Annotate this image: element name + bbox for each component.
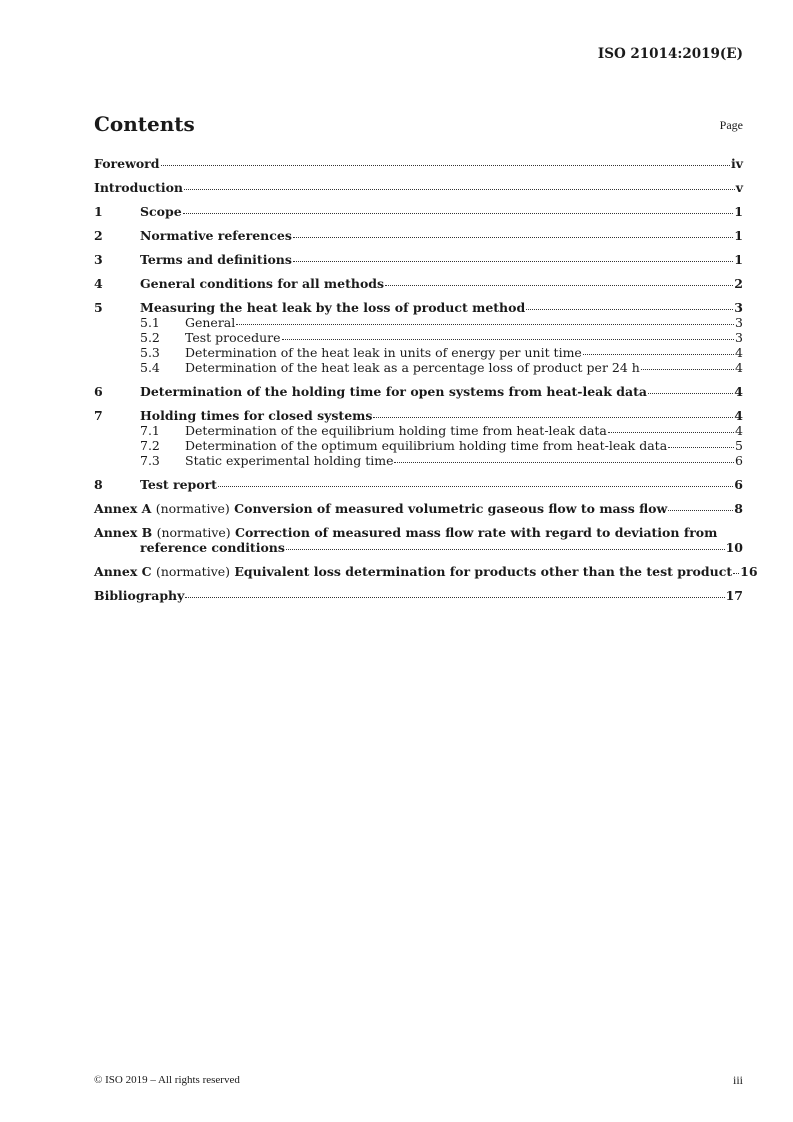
toc-number: 7.1 <box>140 423 160 438</box>
leader-dots <box>648 393 733 394</box>
toc-number: 5 <box>94 300 103 315</box>
toc-title <box>94 564 732 579</box>
toc-page: 1 <box>734 204 743 219</box>
annex-title: Conversion of measured volumetric gaseous flow to mass flow <box>234 501 668 516</box>
toc-title: Test procedure <box>185 330 281 345</box>
toc-entry-5-2[interactable] <box>94 330 743 345</box>
document-reference: ISO 21014:2019(E) <box>597 46 743 62</box>
toc-entry-clause-4[interactable] <box>94 276 743 291</box>
toc-page: 1 <box>734 252 743 267</box>
toc-page: 4 <box>735 423 743 438</box>
toc-entry-7-3[interactable] <box>94 453 743 468</box>
toc-page: 3 <box>735 330 743 345</box>
toc-entry-introduction[interactable] <box>94 180 743 195</box>
toc-page: 4 <box>735 345 743 360</box>
page-number: iii <box>732 1073 743 1087</box>
leader-dots <box>373 417 733 418</box>
toc-title: Terms and definitions <box>140 252 292 267</box>
table-of-contents <box>94 156 758 603</box>
annex-type: (normative) <box>155 501 230 516</box>
toc-title: Determination of the equilibrium holding time from heat-leak data <box>185 423 607 438</box>
toc-number: 2 <box>94 228 103 243</box>
toc-number: 7.2 <box>140 438 160 453</box>
toc-title: Scope <box>140 204 182 219</box>
leader-dots <box>183 213 734 214</box>
toc-title: Normative references <box>140 228 292 243</box>
toc-title: Measuring the heat leak by the loss of product method <box>140 300 526 315</box>
toc-number: 5.1 <box>140 315 160 330</box>
toc-entry-clause-7[interactable] <box>94 408 743 423</box>
toc-number: 4 <box>94 276 103 291</box>
toc-number: 5.4 <box>140 360 160 375</box>
toc-number: 3 <box>94 252 103 267</box>
toc-entry-7-1[interactable] <box>94 423 743 438</box>
annex-b-line-1 <box>94 525 743 540</box>
toc-entry-clause-2[interactable] <box>94 228 743 243</box>
leader-dots <box>218 486 733 487</box>
toc-page: 6 <box>735 453 743 468</box>
toc-entry-bibliography[interactable] <box>94 588 743 603</box>
toc-page: iv <box>730 156 743 171</box>
annex-title: Equivalent loss determination for products other than the test product <box>234 564 733 579</box>
toc-number: 5.3 <box>140 345 160 360</box>
toc-number: 7.3 <box>140 453 160 468</box>
toc-entry-clause-8[interactable] <box>94 477 743 492</box>
toc-title: Determination of the holding time for open systems from heat-leak data <box>140 384 648 399</box>
toc-entry-5-3[interactable] <box>94 345 743 360</box>
toc-entry-annex-b[interactable] <box>94 525 743 555</box>
leader-dots <box>185 597 724 598</box>
toc-entry-7-2[interactable] <box>94 438 743 453</box>
annex-label: Annex A <box>94 501 152 516</box>
leader-dots <box>608 432 734 433</box>
leader-dots <box>161 165 730 166</box>
leader-dots <box>583 354 734 355</box>
leader-dots <box>641 369 734 370</box>
annex-title-continued: reference conditions <box>140 540 285 555</box>
toc-number: 5.2 <box>140 330 160 345</box>
toc-number: 1 <box>94 204 103 219</box>
toc-page: 10 <box>725 540 743 555</box>
toc-entry-clause-5[interactable] <box>94 300 743 315</box>
leader-dots <box>394 462 734 463</box>
page-column-label: Page <box>719 118 743 132</box>
leader-dots <box>668 510 733 511</box>
annex-label: Annex C <box>94 564 152 579</box>
toc-title: Holding times for closed systems <box>140 408 373 423</box>
toc-title: Test report <box>140 477 217 492</box>
toc-page: 4 <box>734 408 743 423</box>
toc-title: General conditions for all methods <box>140 276 385 291</box>
toc-title: Determination of the optimum equilibrium holding time from heat-leak data <box>185 438 668 453</box>
toc-entry-foreword[interactable] <box>94 156 743 171</box>
toc-entry-annex-a[interactable] <box>94 501 743 516</box>
annex-title: Correction of measured mass flow rate with regard to deviation from <box>235 525 718 540</box>
toc-page: v <box>735 180 743 195</box>
contents-title: Contents <box>94 112 195 136</box>
annex-label: Annex B <box>94 525 153 540</box>
toc-page: 17 <box>725 588 743 603</box>
toc-entry-clause-3[interactable] <box>94 252 743 267</box>
toc-title: Introduction <box>94 180 184 195</box>
leader-dots <box>293 261 733 262</box>
leader-dots <box>385 285 733 286</box>
toc-page: 4 <box>735 360 743 375</box>
leader-dots <box>286 549 725 550</box>
toc-page: 6 <box>734 477 743 492</box>
toc-number: 8 <box>94 477 103 492</box>
toc-number: 7 <box>94 408 103 423</box>
leader-dots <box>668 447 734 448</box>
toc-page: 3 <box>734 300 743 315</box>
toc-title: Static experimental holding time <box>185 453 394 468</box>
toc-page: 2 <box>734 276 743 291</box>
annex-b-line-2 <box>94 540 743 555</box>
toc-page: 16 <box>740 564 758 579</box>
toc-entry-clause-6[interactable] <box>94 384 743 399</box>
toc-title: Determination of the heat leak in units of energy per unit time <box>185 345 582 360</box>
toc-entry-annex-c[interactable] <box>94 564 758 579</box>
toc-title <box>94 501 667 516</box>
toc-page: 4 <box>734 384 743 399</box>
toc-entry-5-1[interactable] <box>94 315 743 330</box>
toc-page: 3 <box>735 315 743 330</box>
toc-title: Foreword <box>94 156 160 171</box>
leader-dots <box>733 573 739 574</box>
leader-dots <box>236 324 734 325</box>
toc-page: 1 <box>734 228 743 243</box>
annex-type: (normative) <box>155 564 231 579</box>
copyright-notice: © ISO 2019 – All rights reserved <box>94 1074 240 1086</box>
toc-entry-5-4[interactable] <box>94 360 743 375</box>
toc-title: General <box>185 315 236 330</box>
annex-type: (normative) <box>156 525 231 540</box>
toc-title: Determination of the heat leak as a percentage loss of product per 24 h <box>185 360 640 375</box>
toc-title: Bibliography <box>94 588 185 603</box>
toc-entry-clause-1[interactable] <box>94 204 743 219</box>
leader-dots <box>184 189 735 190</box>
toc-page: 8 <box>734 501 743 516</box>
toc-number: 6 <box>94 384 103 399</box>
toc-page: 5 <box>735 438 743 453</box>
leader-dots <box>282 339 735 340</box>
leader-dots <box>526 309 733 310</box>
leader-dots <box>293 237 733 238</box>
